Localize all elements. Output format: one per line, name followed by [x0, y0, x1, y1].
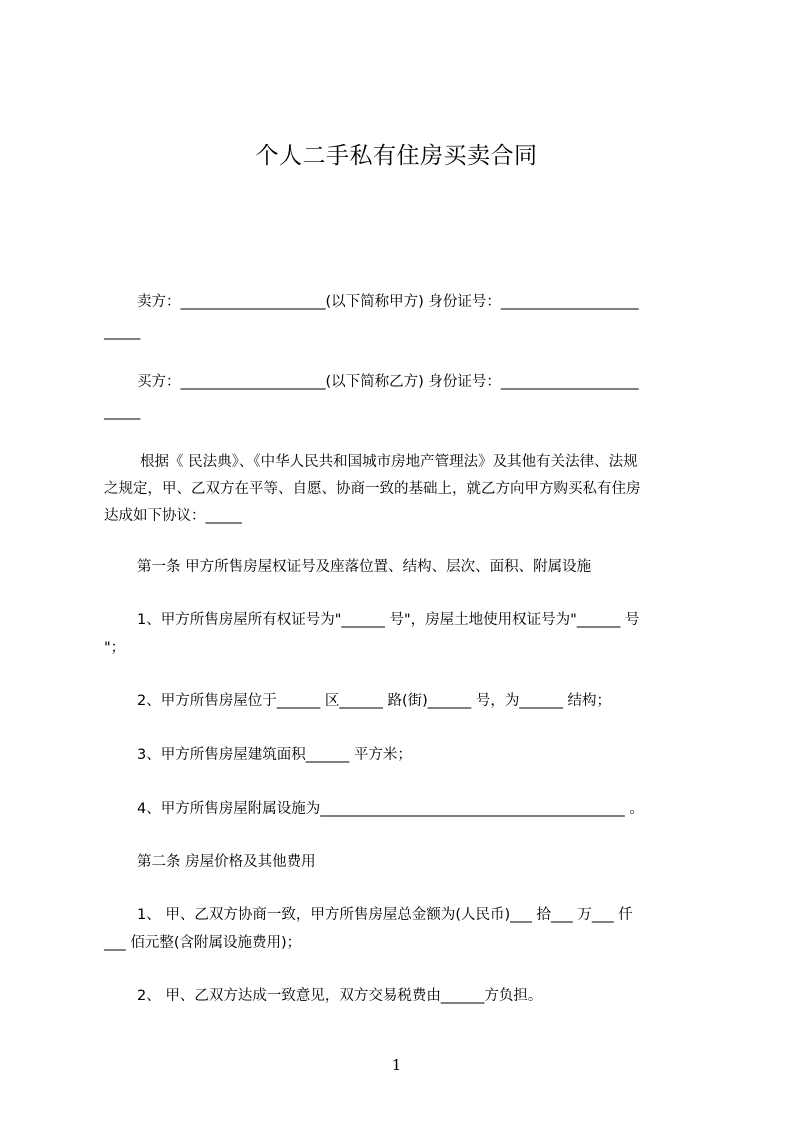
article-2-item-1: 1、 甲、乙双方协商一致，甲方所售房屋总金额为(人民币)___ 拾___ 万___ 仟: [137, 907, 633, 923]
article-1-heading: 第一条 甲方所售房屋权证号及座落位置、结构、层次、面积、附属设施: [137, 559, 592, 575]
document-title: 个人二手私有住房买卖合同: [255, 143, 538, 169]
article-1-item-1: 1、甲方所售房屋所有权证号为"______ 号"，房屋土地使用权证号为"______ 号: [137, 612, 640, 628]
preamble-line-1: 根据《 民法典》、《中华人民共和国城市房地产管理法》及其他有关法律、法规: [140, 454, 638, 470]
preamble-line-3: 达成如下协议：_____: [104, 508, 242, 524]
buyer-line-continued: _____: [104, 404, 141, 420]
article-1-item-1-continued: "；: [104, 640, 126, 656]
article-2-item-1-continued: ___ 佰元整(含附属设施费用)；: [104, 935, 302, 951]
article-1-item-4: 4、甲方所售房屋附属设施为__________________________________________ 。: [137, 801, 644, 817]
article-2-heading: 第二条 房屋价格及其他费用: [137, 854, 316, 870]
page-number: 1: [391, 1056, 402, 1074]
article-1-item-3: 3、甲方所售房屋建筑面积______ 平方米；: [137, 747, 412, 763]
seller-line-continued: _____: [104, 324, 141, 340]
buyer-line: 买方：____________________(以下简称乙方) 身份证号：___________________: [137, 374, 639, 390]
seller-line: 卖方：____________________(以下简称甲方) 身份证号：___________________: [137, 294, 639, 310]
article-2-item-2: 2、 甲、乙双方达成一致意见，双方交易税费由______方负担。: [137, 988, 543, 1004]
article-1-item-2: 2、甲方所售房屋位于______ 区______ 路(街)______ 号，为______ 结构；: [137, 693, 611, 709]
preamble-line-2: 之规定，甲、乙双方在平等、自愿、协商一致的基础上，就乙方向甲方购买私有住房: [104, 481, 641, 497]
